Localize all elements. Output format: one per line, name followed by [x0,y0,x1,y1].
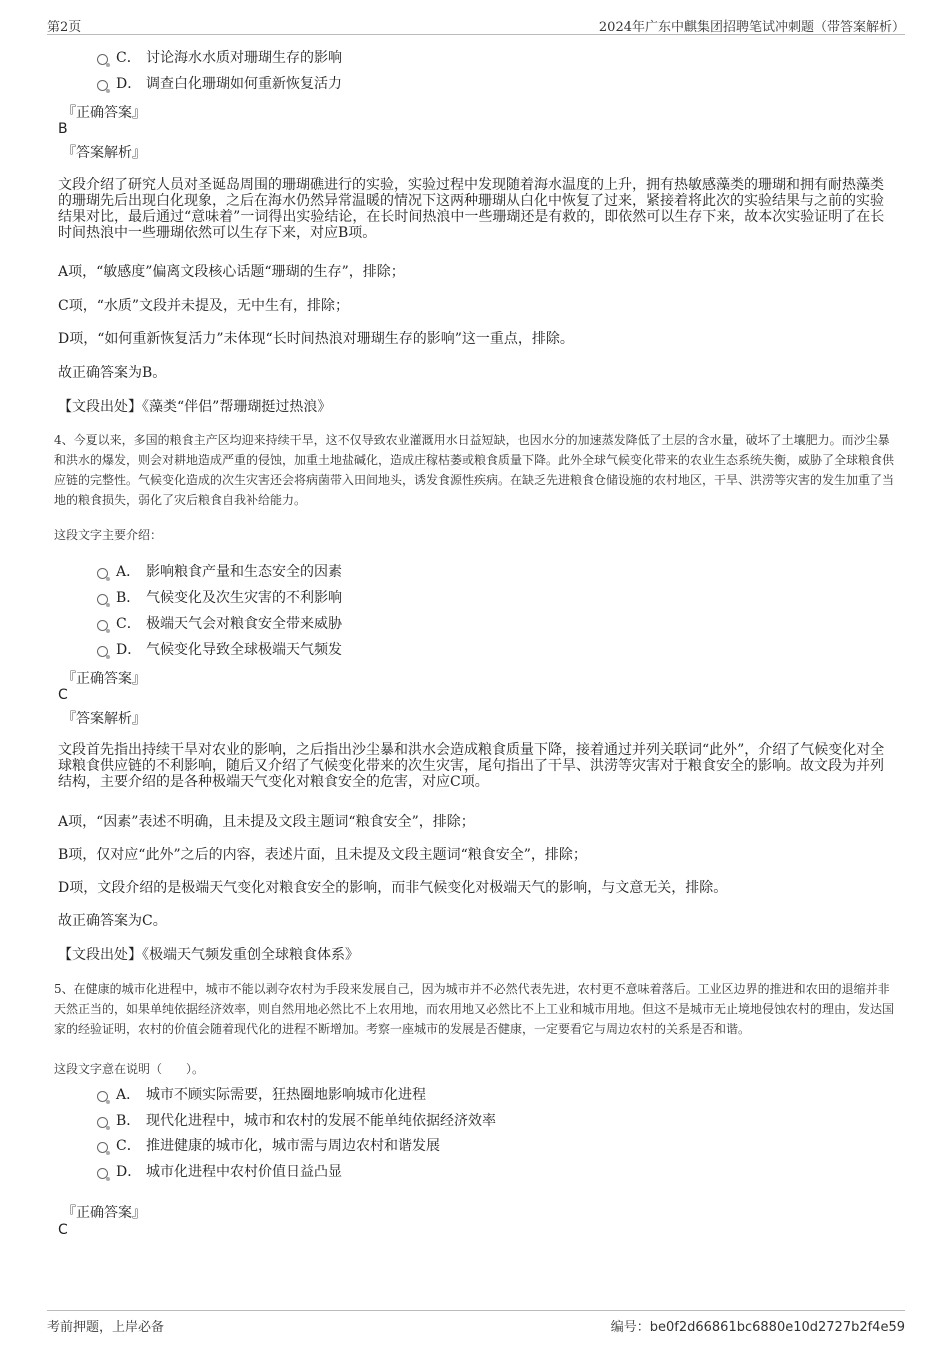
page-header [47,14,905,35]
q3-source: 【文段出处】《藻类“伴侣”帮珊瑚挺过热浪》 [58,399,332,415]
q5-stem: 5、在健康的城市化进程中，城市不能以剥夺农村为手段来发展自己，因为城市并不必然代表先进，农村更不意味着落后。工业区边界的推进和农田的退缩并非天然正当的，如果单纯依据经济效率，则自然用地必然比不上农用地，而农用地又必然比不上工业和城市用地。但这不是城市无止境地侵蚀农村的理由，发达国家的经验证明，农村的价值会随着现代化的进程不断增加。考察一座城市的发展是否健康，一定要看它与周边农村的关系是否和谐。 [54,982,895,1036]
q5-question: 这段文字意在说明（ ）。 [54,1062,205,1076]
q4-option-b[interactable]: B． 气候变化及次生灾害的不利影响 [97,587,342,609]
q5-answer: C [58,1222,68,1238]
document-title: 2024年广东中麒集团招聘笔试冲刺题（带答案解析） [598,20,905,35]
footer-id [611,1316,905,1335]
q4-option-d-note: D项，文段介绍的是极端天气变化对粮食安全的影响，而非气候变化对极端天气的影响，与文意无关，排除。 [58,880,728,896]
radio-icon[interactable] [97,1142,108,1153]
footer-id-label: 编号： [610,1320,650,1335]
q5-option-a[interactable]: A． 城市不顾实际需要，狂热圈地影响城市化进程 [97,1084,426,1106]
radio-icon[interactable] [97,54,108,65]
q3-analysis: 文段介绍了研究人员对圣诞岛周围的珊瑚礁进行的实验，实验过程中发现随着海水温度的上升，拥有热敏感藻类的珊瑚和拥有耐热藻类的珊瑚先后出现白化现象，之后在海水仍然异常温暖的情况下这两种珊瑚从白化中恢复了过来，紧接着将此次的实验结果与之前的实验结果对比，最后通过“意味着”一词得出实验结论，在长时间热浪中一些珊瑚还是有救的，即依然可以生存下来，故本次实验证明了在长时间热浪中一些珊瑚依然可以生存下来，对应B项。 [58,177,885,241]
q4-option-c[interactable]: C． 极端天气会对粮食安全带来威胁 [97,613,342,635]
q3-option-d-note: D项，“如何重新恢复活力”未体现“长时间热浪对珊瑚生存的影响”这一重点，排除。 [58,331,574,347]
q4-question: 这段文字主要介绍： [54,528,163,542]
page-footer [47,1310,905,1337]
q4-stem: 4、今夏以来，多国的粮食主产区均迎来持续干旱，这不仅导致农业灌溉用水日益短缺，也因水分的加速蒸发降低了土层的含水量，破坏了土壤肥力。而沙尘暴和洪水的爆发，则会对耕地造成严重的侵蚀，加重土地盐碱化，造成庄稼枯萎或粮食质量下降。此外全球气候变化带来的农业生态系统失衡，威胁了全球粮食供应链的完整性。气候变化造成的次生灾害还会将病菌带入田间地头，诱发食源性疾病。在缺乏先进粮食仓储设施的农村地区，干旱、洪涝等灾害的发生加重了当地的粮食损失，弱化了灾后粮食自我补给能力。 [54,433,895,507]
q4-analysis-label: 『答案解析』 [62,711,146,727]
radio-icon[interactable] [97,1091,108,1102]
q5-answer-label: 『正确答案』 [62,1205,146,1221]
q4-source: 【文段出处】《极端天气频发重创全球粮食体系》 [58,947,359,963]
footer-id-code: be0f2d66861bc6880e10d2727b2f4e59 [649,1320,905,1335]
q4-conclusion: 故正确答案为C。 [58,913,167,929]
q3-option-c[interactable]: C． 讨论海水水质对珊瑚生存的影响 [97,47,342,69]
q4-analysis: 文段首先指出持续干旱对农业的影响，之后指出沙尘暴和洪水会造成粮食质量下降，接着通过并列关联词“此外”，介绍了气候变化对全球粮食供应链的不利影响，随后又介绍了气候变化带来的次生灾害，尾句指出了干旱、洪涝等灾害对于粮食安全的影响。故文段为并列结构，主要介绍的是各种极端天气变化对粮食安全的危害，对应C项。 [58,742,885,790]
q3-option-c-note: C项，“水质”文段并未提及，无中生有，排除； [58,298,350,314]
q5-option-c[interactable]: C． 推进健康的城市化，城市需与周边农村和谐发展 [97,1135,440,1157]
footer-slogan: 考前押题，上岸必备 [47,1320,165,1335]
q4-option-b-note: B项，仅对应“此外”之后的内容，表述片面，且未提及文段主题词“粮食安全”，排除； [58,847,587,863]
q4-option-a-note: A项，“因素”表述不明确，且未提及文段主题词“粮食安全”，排除； [58,814,475,830]
q4-option-a[interactable]: A． 影响粮食产量和生态安全的因素 [97,561,342,583]
q3-conclusion: 故正确答案为B。 [58,365,167,381]
q4-answer-label: 『正确答案』 [62,671,146,687]
q5-option-d[interactable]: D． 城市化进程中农村价值日益凸显 [97,1161,342,1183]
radio-icon[interactable] [97,568,108,579]
page-number: 第2页 [47,20,82,35]
q3-answer: B [58,121,68,137]
radio-icon[interactable] [97,646,108,657]
q3-option-a-note: A项，“敏感度”偏离文段核心话题“珊瑚的生存”，排除； [58,264,405,280]
q3-option-d[interactable]: D． 调查白化珊瑚如何重新恢复活力 [97,73,342,95]
radio-icon[interactable] [97,594,108,605]
radio-icon[interactable] [97,1168,108,1179]
q5-option-b[interactable]: B． 现代化进程中，城市和农村的发展不能单纯依据经济效率 [97,1110,496,1132]
radio-icon[interactable] [97,1117,108,1128]
q3-analysis-label: 『答案解析』 [62,145,146,161]
radio-icon[interactable] [97,620,108,631]
radio-icon[interactable] [97,80,108,91]
q3-answer-label: 『正确答案』 [62,105,146,121]
q4-answer: C [58,687,68,703]
q4-option-d[interactable]: D． 气候变化导致全球极端天气频发 [97,639,342,661]
